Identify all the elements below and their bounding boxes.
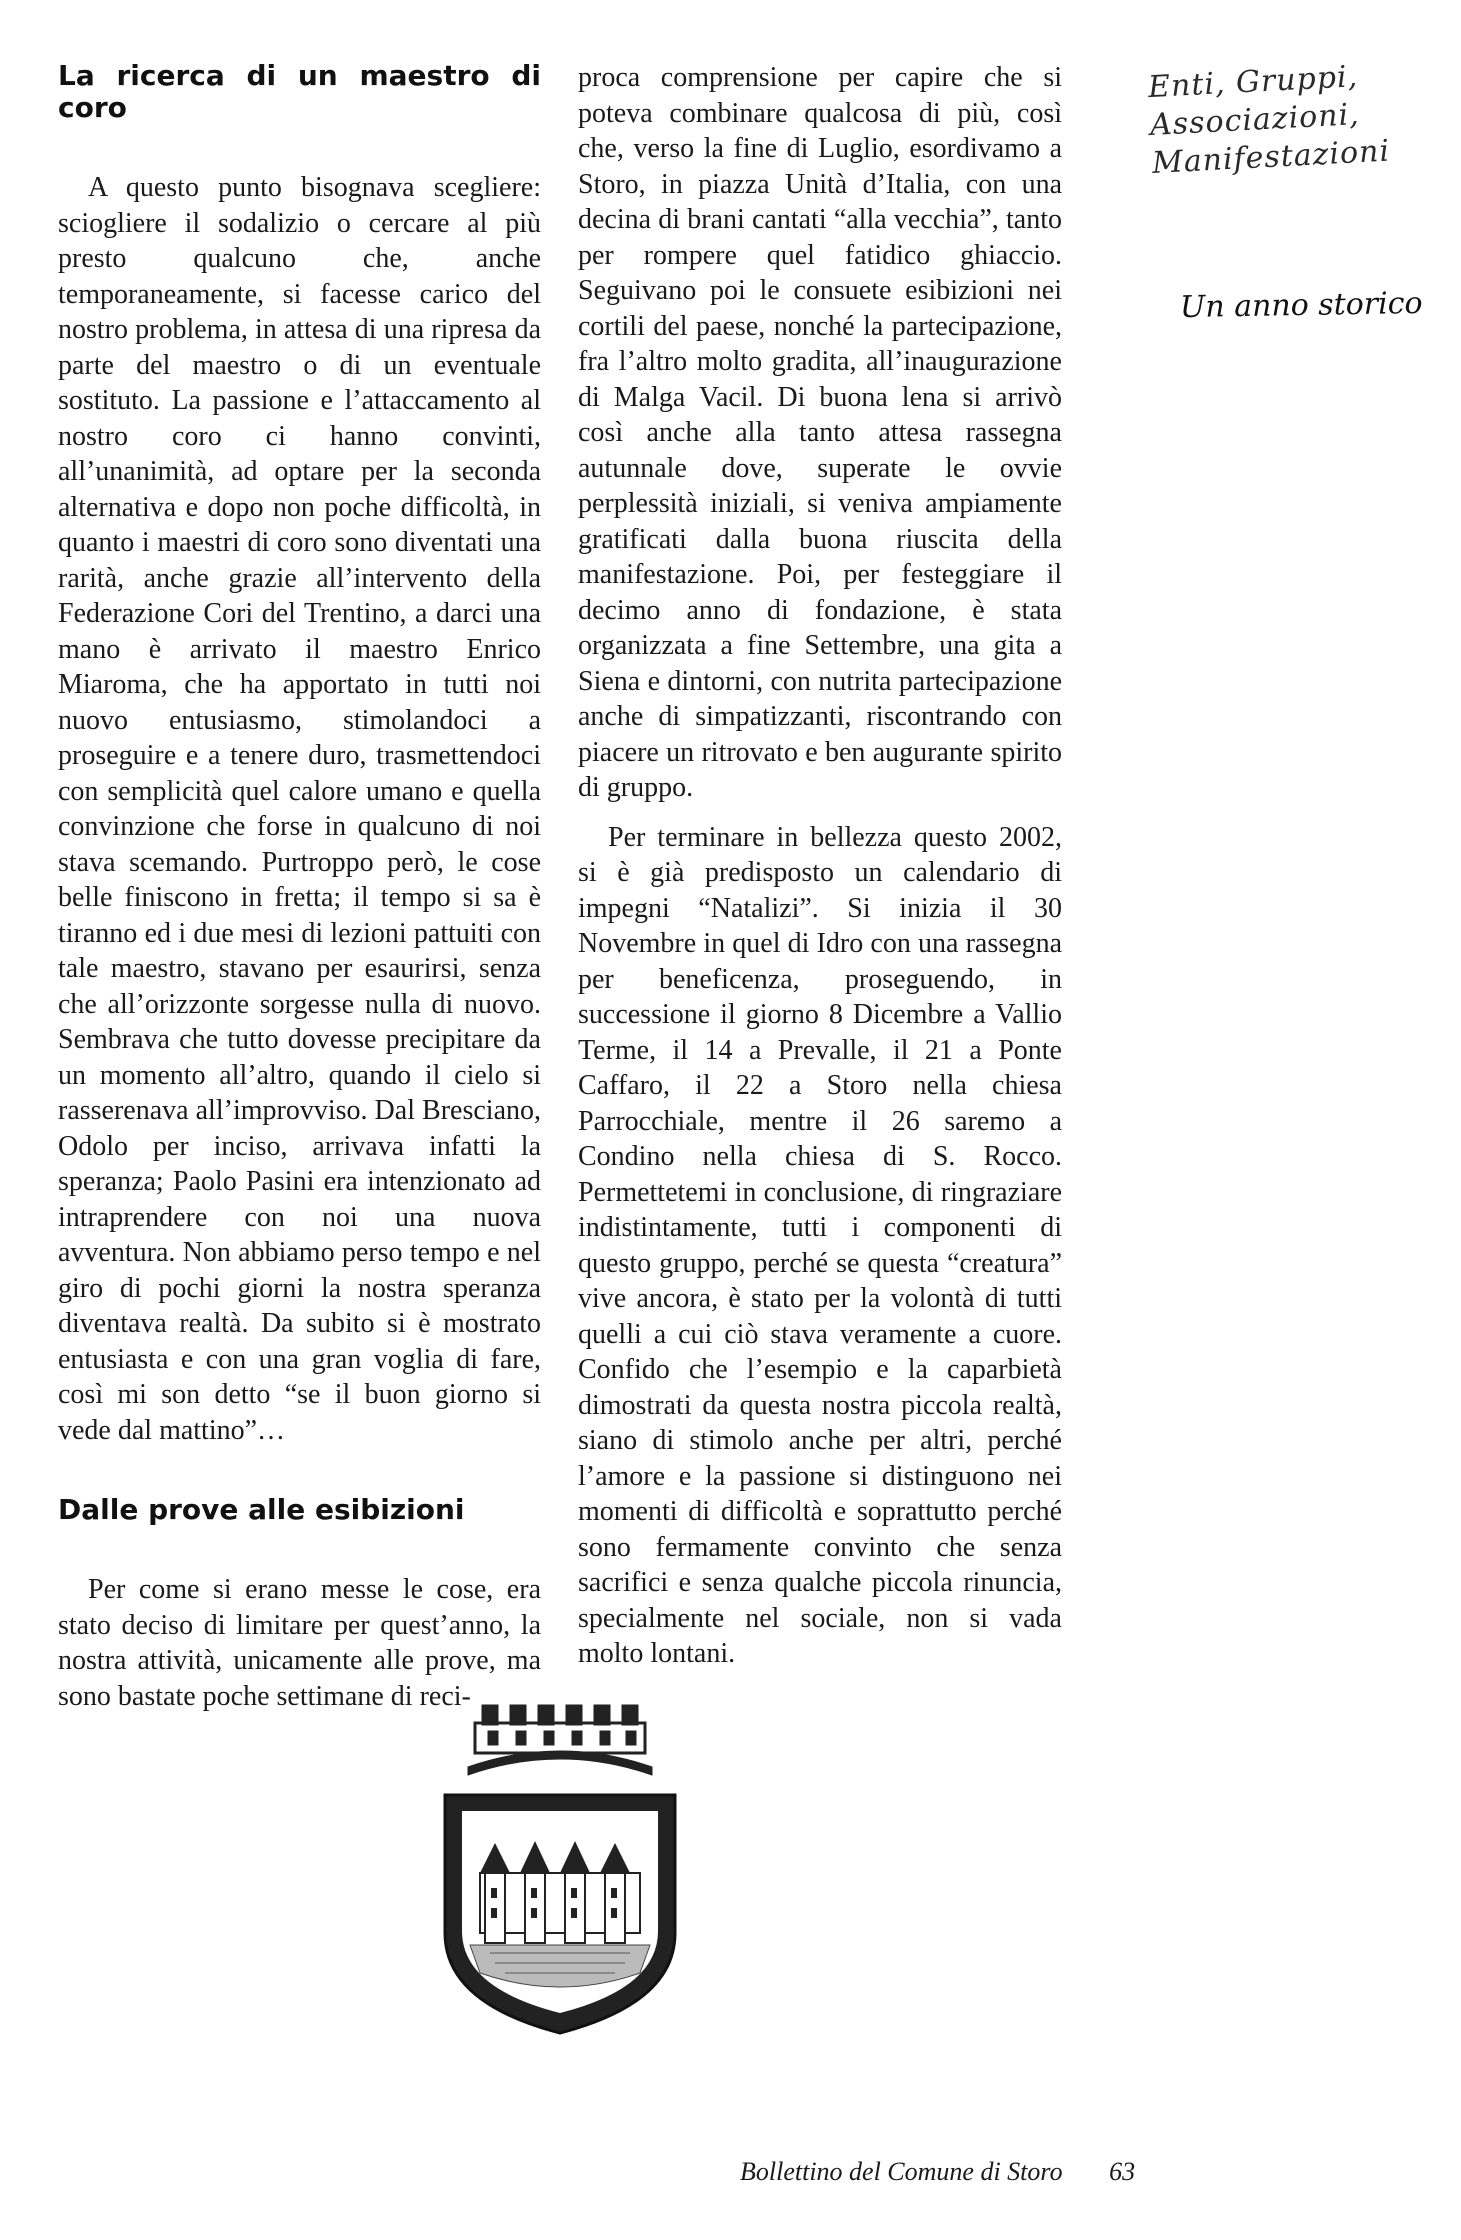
handwritten-margin-note: [1147, 55, 1423, 183]
handwritten-line: Manifestazioni: [1151, 133, 1391, 181]
paragraph: A questo punto bisognava scegliere: sciogliere il sodalizio o cercare al più presto qualcuno che, anche temporaneamente, si facesse carico del nostro problema, in attesa di una ripresa da parte del maestro o di un eventuale sostituto. La passione e l’attaccamento al nostro coro ci hanno convinti, all’unanimità, ad optare per la seconda alternativa e dopo non poche difficoltà, in quanto i maestri di coro sono diventati una rarità, anche grazie all’intervento della Federazione Cori del Trentino, a darci una mano è arrivato il maestro Enrico Miaroma, che ha apportato in tutti noi nuovo entusiasmo, stimolandoci a proseguire e a tenere duro, trasmettendoci con semplicità quel calore umano e quella convinzione che forse in qualcuno di noi stava scemando. Purtroppo però, le cose belle finiscono in fretta; il tempo si sa è tiranno ed i due mesi di lezioni pattuiti con tale maestro, stavano per esaurirsi, senza che all’orizzonte sorgesse nulla di nuovo. Sembrava che tutto dovesse precipitare da un momento all’altro, quando il cielo si rasserenava all’improvviso. Dal Bresciano, Odolo per inciso, arrivava infatti la speranza; Paolo Pasini era intenzionato ad intraprendere con noi una nuova avventura. Non abbiamo perso tempo e nel giro di pochi giorni la nostra speranza diventava realtà. Da subito si è mostrato entusiasta e con una gran voglia di fare, così mi son detto “se il buon giorno si vede dal mattino”…: [58, 172, 541, 1446]
section-heading-esibizioni: Dalle prove alle esibizioni: [58, 1493, 465, 1526]
coat-of-arms-emblem: [440, 1683, 680, 2043]
page-number: 63: [1109, 2157, 1136, 2186]
middle-column: [578, 60, 1062, 1672]
page-footer: [740, 2157, 1135, 2187]
left-column: [58, 60, 541, 1714]
handwritten-line: Enti, Gruppi,: [1147, 59, 1359, 106]
section-heading-maestro: La ricerca di un maestro di coro: [58, 59, 541, 124]
paragraph: proca comprensione per capire che si poteva combinare qualcosa di più, così che, verso la fine di Luglio, esordivamo a Storo, in piazza Unità d’Italia, con una decina di brani cantati “alla vecchia”, tanto per rompere quel fatidico ghiaccio. Seguivano poi le consuete esibizioni nei cortili del paese, nonché la partecipazione, fra l’altro molto gradita, all’inaugurazione di Malga Vacil. Di buona lena si arrivò così anche alla tanto attesa rassegna autunnale dove, superate le ovvie perplessità iniziali, si veniva ampiamente gratificati dalla buona riuscita della manifestazione. Poi, per festeggiare il decimo anno di fondazione, è stata organizzata a fine Settembre, una gita a Siena e dintorni, con nutrita partecipazione anche di simpatizzanti, riscontrando con piacere un ritrovato e ben augurante spirito di gruppo.: [578, 62, 1062, 803]
shield-icon: [445, 1795, 675, 2033]
publication-name: Bollettino del Comune di Storo: [740, 2157, 1063, 2186]
handwritten-title-note: Un anno storico: [1179, 285, 1423, 326]
paragraph: Per come si erano messe le cose, era stato deciso di limitare per quest’anno, la nostra attività, unicamente alle prove, ma sono bastate poche settimane di reci-: [58, 1574, 541, 1712]
paragraph: Per terminare in bellezza questo 2002, si è già predisposto un calendario di impegni “Natalizi”. Si inizia il 30 Novembre in quel di Idro con una rassegna per beneficenza, proseguendo, in successione il giorno 8 Dicembre a Vallio Terme, il 14 a Prevalle, il 21 a Ponte Caffaro, il 22 a Storo nella chiesa Parrocchiale, mentre il 26 saremo a Condino nella chiesa di S. Rocco. Permettetemi in conclusione, di ringraziare indistintamente, tutti i componenti di questo gruppo, perché se questa “creatura” vive ancora, è stato per la volontà di tutti quelli a cui ciò stava veramente a cuore. Confido che l’esempio e la caparbietà dimostrati da questa nostra piccola realtà, siano di stimolo anche per altri, perché l’amore e la passione si distinguono nei momenti di difficoltà e soprattutto perché sono fermamente convinto che senza sacrifici e senza qualche piccola rinuncia, specialmente nel sociale, non si vada molto lontani.: [578, 821, 1062, 1669]
crown-icon: [468, 1705, 652, 1775]
handwritten-line: Associazioni,: [1149, 97, 1361, 144]
